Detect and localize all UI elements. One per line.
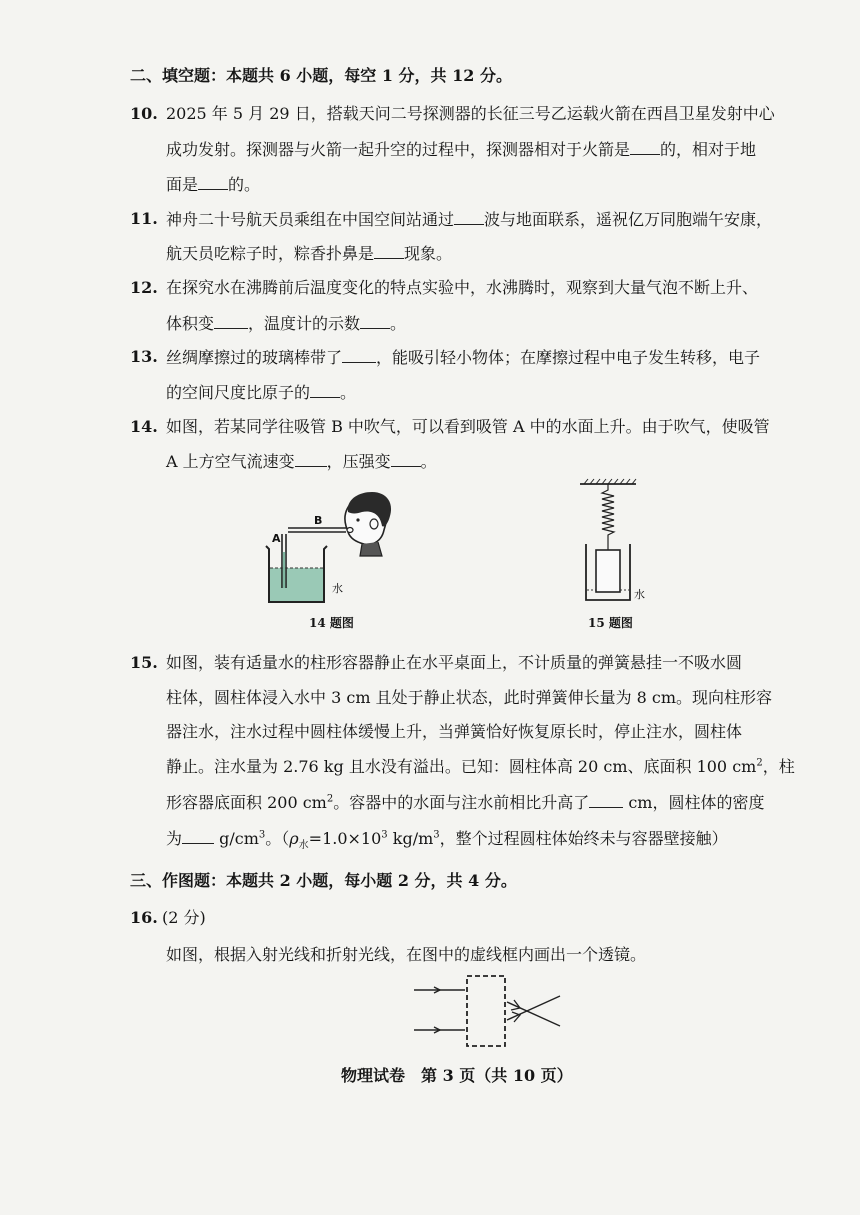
question-text-line: 2025 年 5 月 29 日，搭载天问二号探测器的长征三号乙运载火箭在西昌卫星发射中心 — [166, 104, 775, 123]
figure-14 — [262, 490, 412, 610]
text-span: cm，圆柱体的密度 — [623, 793, 765, 812]
superscript: 3 — [381, 829, 388, 841]
answer-blank — [182, 828, 214, 844]
answer-blank — [391, 451, 421, 467]
question-number: 12. — [130, 278, 158, 297]
question-number: 14. — [130, 417, 158, 436]
text-span: 面是 — [166, 175, 199, 194]
text-span: 航天员吃粽子时，粽香扑鼻是 — [166, 244, 375, 263]
answer-blank — [342, 347, 376, 363]
question-text-line — [166, 174, 260, 195]
question-number: 16. — [130, 908, 158, 927]
section-3-title: 三、作图题：本题共 2 小题，每小题 2 分，共 4 分。 — [130, 871, 517, 890]
question-text-line — [166, 792, 764, 813]
text-span: 为 — [166, 829, 183, 848]
text-span: ，温度计的示数 — [248, 314, 361, 333]
text-span: 的空间尺度比原子的 — [166, 383, 311, 402]
text-span: 。 — [340, 383, 357, 402]
straw-a-water — [283, 552, 285, 588]
superscript: 3 — [258, 829, 266, 841]
text-span: kg/m — [387, 829, 434, 848]
question-score: (2 分) — [162, 908, 206, 927]
lens-box — [467, 976, 505, 1046]
text-span: 。容器中的水面与注水前相比升高了 — [333, 793, 590, 812]
question-text-line — [166, 382, 356, 403]
question-text-line: 在探究水在沸腾前后温度变化的特点实验中，水沸腾时，观察到大量气泡不断上升、 — [166, 278, 759, 297]
answer-blank — [295, 451, 327, 467]
question-text-line — [166, 451, 437, 472]
answer-blank — [630, 139, 660, 155]
question-text-line — [166, 828, 728, 852]
question-text-line — [166, 139, 756, 160]
answer-blank — [360, 313, 390, 329]
text-span: ，柱 — [762, 757, 795, 776]
label-water: 水 — [332, 582, 343, 595]
figure-16 — [410, 970, 570, 1052]
text-span: g/cm — [214, 829, 259, 848]
text-span: ，整个过程圆柱体始终未与容器壁接触） — [439, 829, 728, 848]
text-span: 成功发射。探测器与火箭一起升空的过程中，探测器相对于火箭是 — [166, 140, 631, 159]
text-span: 的。 — [228, 175, 261, 194]
question-text-line — [166, 313, 406, 334]
question-number: 15. — [130, 653, 158, 672]
text-span: 丝绸摩擦过的玻璃棒带了 — [166, 348, 343, 367]
question-text-line — [166, 243, 452, 264]
superscript: 3 — [433, 829, 440, 841]
page-footer: 物理试卷 第 3 页（共 10 页） — [341, 1066, 573, 1085]
question-text-line: 器注水，注水过程中圆柱体缓慢上升，当弹簧恰好恢复原长时，停止注水，圆柱体 — [166, 722, 743, 741]
question-number: 13. — [130, 347, 158, 366]
question-number: 11. — [130, 209, 158, 228]
text-span: 。（ — [265, 829, 290, 848]
superscript: 2 — [326, 793, 334, 805]
question-text-line: 如图，根据入射光线和折射光线，在图中的虚线框内画出一个透镜。 — [166, 945, 647, 964]
figure-14-caption: 14 题图 — [309, 616, 354, 630]
text-span: 的，相对于地 — [660, 140, 757, 159]
question-text-line — [166, 757, 795, 777]
figure-15-caption: 15 题图 — [588, 616, 633, 630]
answer-blank — [310, 382, 340, 398]
question-text-line: 如图，若某同学往吸管 B 中吹气，可以看到吸管 A 中的水面上升。由于吹气，使吸管 — [166, 417, 770, 436]
text-span: =1.0×10 — [308, 829, 382, 848]
question-number: 10. — [130, 104, 158, 123]
superscript: 2 — [756, 757, 763, 769]
section-2-title: 二、填空题：本题共 6 小题，每空 1 分，共 12 分。 — [130, 66, 512, 85]
rho-symbol: ρ — [289, 829, 299, 848]
refracted-ray-bottom — [507, 996, 560, 1020]
text-span: 静止。注水量为 2.76 kg 且水没有溢出。已知：圆柱体高 20 cm、底面积 100 cm — [166, 757, 757, 776]
refracted-ray-top — [507, 1002, 560, 1026]
cylinder — [596, 550, 620, 592]
text-span: ，能吸引轻小物体；在摩擦过程中电子发生转移，电子 — [376, 348, 761, 367]
subscript: 水 — [298, 840, 309, 852]
answer-blank — [454, 209, 484, 225]
question-text-line: 柱体，圆柱体浸入水中 3 cm 且处于静止状态，此时弹簧伸长量为 8 cm。现向柱形容 — [166, 688, 773, 707]
answer-blank — [198, 174, 228, 190]
text-span: A 上方空气流速变 — [166, 452, 295, 471]
label-b: B — [314, 514, 323, 527]
question-text-line: 如图，装有适量水的柱形容器静止在水平桌面上，不计质量的弹簧悬挂一不吸水圆 — [166, 653, 743, 672]
label-a: A — [272, 532, 281, 545]
text-span: ，压强变 — [326, 452, 391, 471]
figure-15 — [572, 478, 652, 608]
label-water: 水 — [634, 588, 645, 601]
answer-blank — [589, 792, 623, 808]
text-span: 体积变 — [166, 314, 215, 333]
text-span: 。 — [420, 452, 437, 471]
text-span: 神舟二十号航天员乘组在中国空间站通过 — [166, 210, 455, 229]
boy-icon — [345, 492, 391, 556]
answer-blank — [374, 243, 404, 259]
question-text-line — [166, 347, 760, 368]
text-span: 形容器底面积 200 cm — [166, 793, 327, 812]
question-text-line — [166, 209, 772, 230]
text-span: 。 — [390, 314, 407, 333]
text-span: 现象。 — [404, 244, 453, 263]
water-fill — [270, 568, 323, 601]
answer-blank — [214, 313, 248, 329]
text-span: 波与地面联系，遥祝亿万同胞端午安康， — [484, 210, 773, 229]
spring — [602, 484, 614, 550]
